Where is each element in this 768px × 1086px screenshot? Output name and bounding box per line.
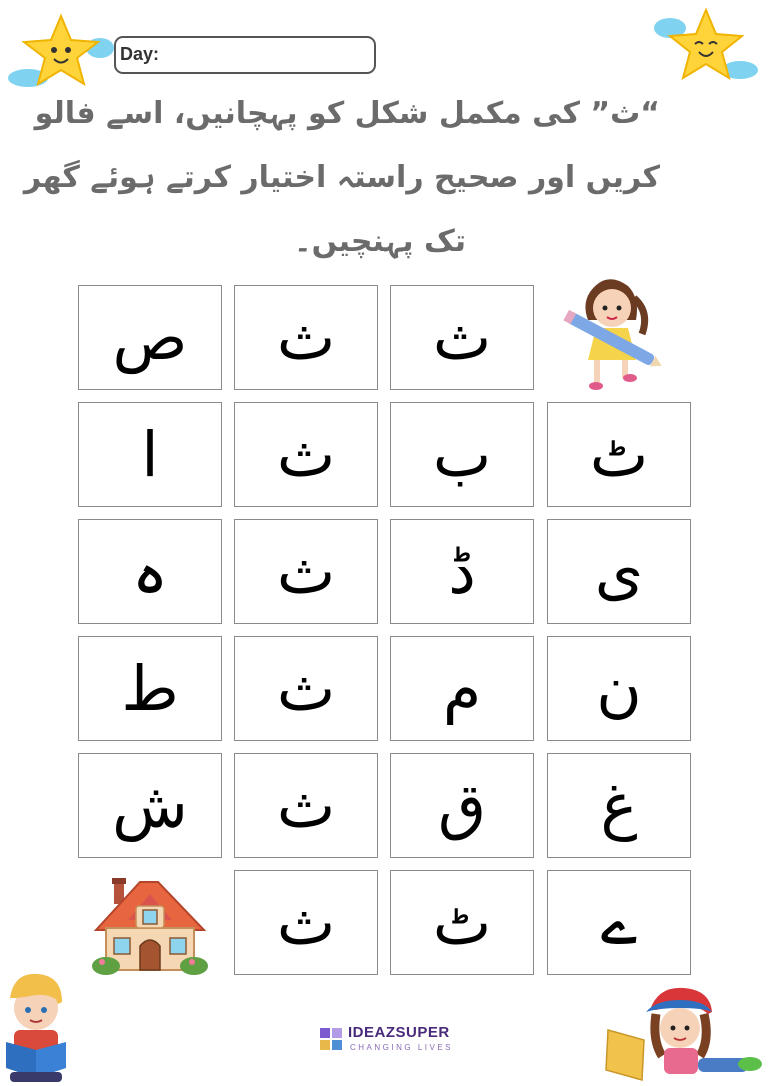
letter-card[interactable]: ث [234,285,378,390]
letter-card[interactable]: ص [78,285,222,390]
letter-card[interactable]: ڈ [390,519,534,624]
star-icon [652,4,760,84]
girl-with-pencil-icon [558,268,668,394]
letter-card[interactable]: ن [547,636,691,741]
letter-card[interactable]: ث [390,285,534,390]
house-icon [88,872,212,976]
letter-card[interactable]: ث [234,402,378,507]
letter-card[interactable]: ہ [78,519,222,624]
day-label: Day: [120,44,160,64]
letter-card[interactable]: ق [390,753,534,858]
instruction-line-2: کریں اور صحیح راستہ اختیار کرتے ہوئے گھر [23,160,660,195]
instruction-line-3: تک پہنچیں۔ [294,224,466,259]
letter-card[interactable]: ٹ [547,402,691,507]
instruction-line-1: “ث” کی مکمل شکل کو پہچانیں، اسے فالو [34,96,660,131]
letter-card[interactable]: ے [547,870,691,975]
letter-card[interactable]: م [390,636,534,741]
star-icon [6,12,116,90]
letter-card[interactable]: ٹ [390,870,534,975]
brand-logo [318,1024,478,1060]
letter-card[interactable]: ا [78,402,222,507]
letter-card[interactable]: ب [390,402,534,507]
letter-card[interactable]: ث [234,519,378,624]
girl-reading-icon [600,980,766,1084]
brand-tagline: CHANGING LIVES [350,1043,454,1052]
letter-card[interactable]: غ [547,753,691,858]
letter-card[interactable]: ط [78,636,222,741]
boy-reading-icon [0,968,72,1084]
letter-card[interactable]: ث [234,636,378,741]
letter-card[interactable]: ی [547,519,691,624]
brand-name: IDEAZSUPER [348,1024,450,1041]
letter-card[interactable]: ش [78,753,222,858]
letter-card[interactable]: ث [234,753,378,858]
day-field[interactable] [114,36,376,74]
brand-logo-icon [318,1026,344,1056]
letter-card[interactable]: ث [234,870,378,975]
